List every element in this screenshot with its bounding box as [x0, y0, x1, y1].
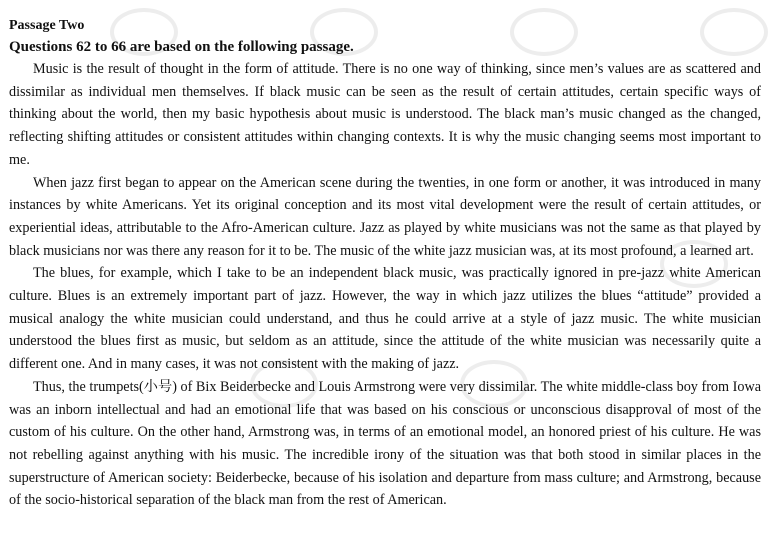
passage-document [9, 16, 761, 512]
passage-paragraph: When jazz first began to appear on the American scene during the twenties, in one form or another, it was introduced in many instances by white Americans. Yet its original conception and its most vital development were the result of certain attitudes, or experiential ideas, attributable to the Afro-American culture. Jazz as played by white musicians was not the same as that played by black musicians nor was there any reason for it to be. The music of the white jazz musician was, at its most profound, a learned art. [9, 174, 761, 259]
passage-paragraph: Music is the result of thought in the form of attitude. There is no one way of thinking, since men’s values are as scattered and dissimilar as individual men themselves. If black music can be seen as the result of certain attitudes, certain specific ways of thinking about the world, then my basic hypothesis about music is understood. The black man’s music changed as the changed, reflecting shifting attitudes or consistent attitudes within changing contexts. It is why the music changing seems most important to me. [9, 61, 761, 168]
section-label: Passage Two [9, 18, 85, 33]
passage-paragraph: Thus, the trumpets(小号) of Bix Beiderbecke and Louis Armstrong were very dissimilar. The white middle-class boy from Iowa was an inborn intellectual and had an emotional life that was based on his conscious or unconscious disapproval of most of the custom of his culture. On the other hand, Armstrong was, in terms of an emotional model, an honored priest of his culture. He was not rebelling against anything with his music. The incredible irony of the situation was that both stood in similar places in the superstructure of American society: Beiderbecke, because of his isolation and departure from mass culture; and Armstrong, because of the socio-historical separation of the black man from the rest of American. [9, 378, 761, 509]
passage-paragraph: The blues, for example, which I take to be an independent black music, was practically ignored in pre-jazz white American culture. Blues is an extremely important part of jazz. However, the way in which jazz utilizes the blues “attitude” provided a musical analogy the white musician could understand, and thus he could arrive at a style of jazz music. The white musician understood the blues first as music, but seldom as an attitude, since the attitude of the white musician was necessarily quite a different one. And in many cases, it was not consistent with the making of jazz. [9, 265, 761, 373]
question-range-heading: Questions 62 to 66 are based on the following passage. [9, 39, 354, 55]
